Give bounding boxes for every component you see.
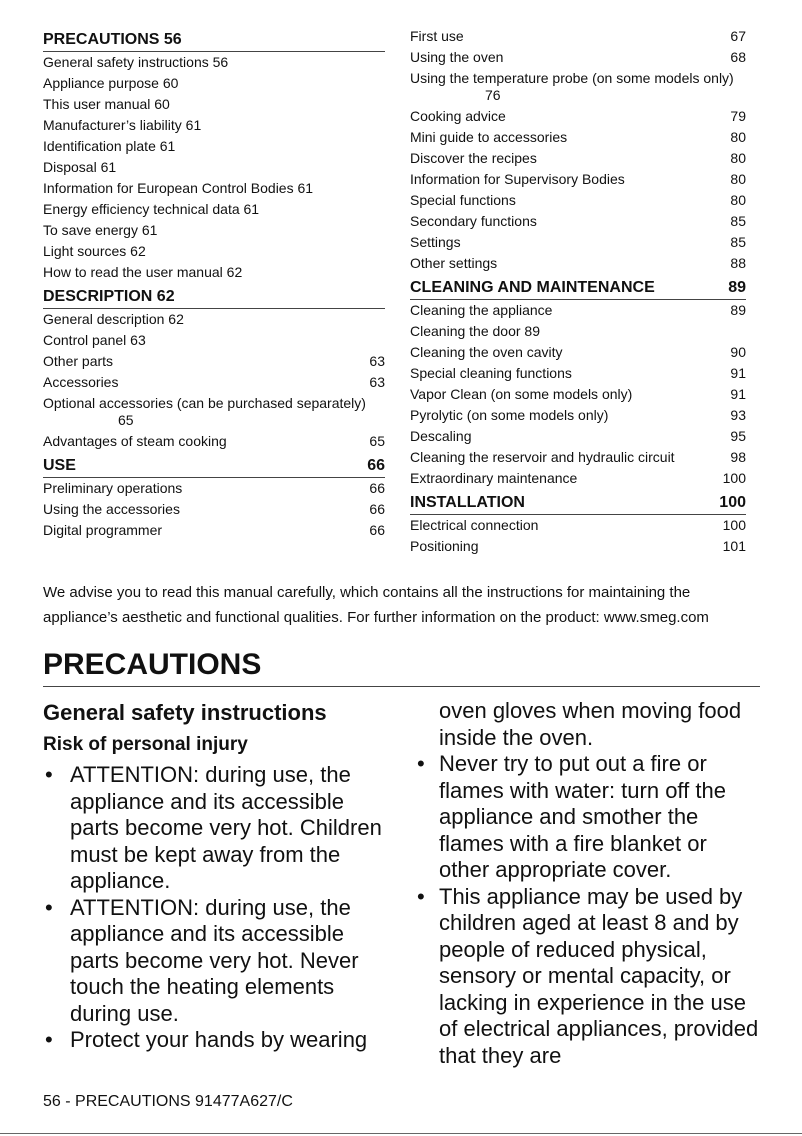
toc-entry-label: Extraordinary maintenance <box>410 470 578 486</box>
toc-entry-label: Mini guide to accessories <box>410 129 568 145</box>
toc-entry-page: 66 <box>367 457 385 474</box>
toc-entry <box>410 232 746 253</box>
toc-entry-page: 80 <box>730 129 746 145</box>
toc-entry-page: 91 <box>730 365 746 381</box>
toc-entry <box>43 199 385 220</box>
toc-entry-label: Electrical connection <box>410 517 539 533</box>
toc-entry-page: 100 <box>722 517 746 533</box>
toc-entry-label: Digital programmer <box>43 522 163 538</box>
toc-entry-label: Positioning <box>410 538 479 554</box>
toc-entry-label: Control panel 63 <box>43 332 146 348</box>
toc-entry-label: Discover the recipes <box>410 150 537 166</box>
toc-entry-label: USE <box>43 457 76 474</box>
bullet-dot: • <box>45 1027 53 1052</box>
toc-entry-page: 90 <box>730 344 746 360</box>
toc-entry-label: Cleaning the appliance <box>410 302 553 318</box>
toc-entry <box>410 253 746 274</box>
toc-entry <box>410 342 746 363</box>
bullet-text: Protect your hands by wearing <box>70 1027 368 1052</box>
toc-entry <box>43 330 385 351</box>
toc-entry-label: Light sources 62 <box>43 243 146 259</box>
bottom-divider <box>0 1133 802 1134</box>
toc-entry <box>43 241 385 262</box>
toc-entry-label: Secondary functions <box>410 213 537 229</box>
toc-entry <box>43 393 385 431</box>
bullet-item <box>415 751 760 884</box>
toc-entry <box>43 309 385 330</box>
toc-entry <box>43 52 385 73</box>
toc-section-heading <box>43 28 385 52</box>
toc-entry <box>410 106 746 127</box>
toc-entry-page: 89 <box>728 279 746 296</box>
toc-right-column <box>410 26 746 557</box>
page-title: PRECAUTIONS <box>43 648 760 687</box>
toc-entry-page: 98 <box>730 449 746 465</box>
toc-entry-label: To save energy 61 <box>43 222 158 238</box>
bullet-dot: • <box>417 751 425 776</box>
toc-entry-page: 89 <box>730 302 746 318</box>
body-column-right <box>415 698 760 1069</box>
toc-entry <box>410 468 746 489</box>
toc-entry-page: 100 <box>722 470 746 486</box>
toc-section-heading <box>410 276 746 300</box>
toc-entry-label: Vapor Clean (on some models only) <box>410 386 633 402</box>
toc-entry-label: Using the accessories <box>43 501 180 517</box>
toc-entry-label: How to read the user manual 62 <box>43 264 243 280</box>
toc-entry-label: Settings <box>410 234 461 250</box>
bullet-item <box>43 895 388 1028</box>
bullet-text: ATTENTION: during use, the appliance and its accessible parts become very hot. Children must be kept away from the appliance. <box>70 762 382 893</box>
toc-entry-label: Pyrolytic (on some models only) <box>410 407 609 423</box>
toc-section-heading <box>410 491 746 515</box>
toc-entry-label: INSTALLATION <box>410 494 525 511</box>
toc-entry <box>43 478 385 499</box>
toc-entry-page: 80 <box>730 192 746 208</box>
page-footer: 56 - PRECAUTIONS 91477A627/C <box>43 1093 293 1110</box>
toc-entry-page: 88 <box>730 255 746 271</box>
bullet-item <box>43 1027 388 1054</box>
bullet-item <box>415 884 760 1070</box>
toc-entry-page: 76 <box>485 87 501 103</box>
toc-entry-label: Advantages of steam cooking <box>43 433 227 449</box>
toc-entry <box>410 447 746 468</box>
toc-entry <box>410 405 746 426</box>
toc-entry-page: 91 <box>730 386 746 402</box>
body-column-left <box>43 698 388 1054</box>
toc-left-column <box>43 26 385 541</box>
toc-entry-label: Using the oven <box>410 49 504 65</box>
toc-entry-label: General safety instructions 56 <box>43 54 229 70</box>
toc-section-heading <box>43 285 385 309</box>
toc-entry-page: 66 <box>369 480 385 496</box>
toc-entry <box>43 262 385 283</box>
toc-entry <box>410 363 746 384</box>
toc-entry <box>43 351 385 372</box>
toc-entry <box>410 47 746 68</box>
toc-entry-label: Optional accessories (can be purchased separately) <box>43 395 366 411</box>
toc-entry-label: Preliminary operations <box>43 480 183 496</box>
toc-entry-page: 85 <box>730 234 746 250</box>
toc-entry-label: Accessories <box>43 374 119 390</box>
toc-entry <box>43 520 385 541</box>
toc-entry <box>410 68 746 106</box>
toc-entry-label: PRECAUTIONS 56 <box>43 31 182 48</box>
toc-entry <box>43 94 385 115</box>
toc-entry-label: Information for Supervisory Bodies <box>410 171 625 187</box>
toc-entry-label: Cooking advice <box>410 108 506 124</box>
bullet-text: ATTENTION: during use, the appliance and its accessible parts become very hot. Never touch the heating elements during use. <box>70 894 359 1026</box>
toc-entry <box>410 515 746 536</box>
toc-entry-page: 93 <box>730 407 746 423</box>
toc-entry-label: Cleaning the reservoir and hydraulic circuit <box>410 449 675 465</box>
toc-entry <box>43 220 385 241</box>
toc-entry-page: 79 <box>730 108 746 124</box>
bullet-text: This appliance may be used by children aged at least 8 and by people of reduced physical, sensory or mental capacity, or lacking in experience in the use of electrical appliances, provided that they are <box>439 883 759 1068</box>
toc-entry-page: 65 <box>118 412 134 428</box>
bullet-text: Never try to put out a fire or flames with water: turn off the appliance and smother the flames with a fire blanket or other appropriate cover. <box>439 751 726 882</box>
toc-entry-label: Special functions <box>410 192 516 208</box>
toc-entry-label: Information for European Control Bodies 61 <box>43 180 314 196</box>
toc-entry-label: CLEANING AND MAINTENANCE <box>410 279 655 296</box>
toc-entry <box>43 372 385 393</box>
toc-entry <box>43 178 385 199</box>
toc-entry <box>43 136 385 157</box>
toc-entry <box>410 384 746 405</box>
toc-entry <box>410 300 746 321</box>
toc-entry <box>43 157 385 178</box>
toc-entry-label: Other settings <box>410 255 498 271</box>
toc-entry-label: First use <box>410 28 464 44</box>
toc-entry-page: 95 <box>730 428 746 444</box>
toc-entry-label: Cleaning the oven cavity <box>410 344 563 360</box>
continued-text: oven gloves when moving food inside the oven. <box>439 698 742 750</box>
toc-entry <box>43 499 385 520</box>
toc-entry <box>410 148 746 169</box>
risk-heading: Risk of personal injury <box>43 734 248 755</box>
toc-entry <box>410 169 746 190</box>
toc-entry-page: 80 <box>730 150 746 166</box>
toc-entry-page: 100 <box>719 494 746 511</box>
toc-entry-page: 65 <box>369 433 385 449</box>
toc-entry-page: 67 <box>730 28 746 44</box>
toc-entry-label: General description 62 <box>43 311 184 327</box>
advise-paragraph: We advise you to read this manual carefully, which contains all the instructions for maintaining the appliance’s aesthetic and functional qualities. For further information on the product: www.smeg.com <box>43 584 709 626</box>
toc-entry-page: 66 <box>369 522 385 538</box>
toc-entry <box>410 321 746 342</box>
toc-entry <box>43 431 385 452</box>
toc-entry-label: Appliance purpose 60 <box>43 75 179 91</box>
toc-entry-page: 101 <box>722 538 746 554</box>
bullet-dot: • <box>417 883 425 909</box>
toc-entry-label: Descaling <box>410 428 472 444</box>
toc-entry <box>410 426 746 447</box>
toc-entry-label: This user manual 60 <box>43 96 170 112</box>
toc-entry-label: Other parts <box>43 353 114 369</box>
toc-section-heading <box>43 454 385 478</box>
bullet-dot: • <box>45 894 53 920</box>
toc-entry-page: 63 <box>369 374 385 390</box>
toc-entry <box>410 211 746 232</box>
bullet-item <box>43 762 388 895</box>
toc-entry <box>410 26 746 47</box>
toc-entry-label: Cleaning the door 89 <box>410 323 540 339</box>
toc-entry-label: Energy efficiency technical data 61 <box>43 201 260 217</box>
toc-entry-label: DESCRIPTION 62 <box>43 288 175 305</box>
bullet-dot: • <box>45 762 53 787</box>
toc-entry-page: 80 <box>730 171 746 187</box>
toc-entry <box>410 536 746 557</box>
toc-entry-label: Special cleaning functions <box>410 365 572 381</box>
toc-entry-label: Disposal 61 <box>43 159 117 175</box>
toc-entry <box>410 190 746 211</box>
toc-entry-page: 85 <box>730 213 746 229</box>
toc-entry-page: 66 <box>369 501 385 517</box>
toc-entry <box>43 73 385 94</box>
toc-entry-page: 68 <box>730 49 746 65</box>
toc-entry-label: Using the temperature probe (on some models only) <box>410 70 734 86</box>
toc-entry <box>43 115 385 136</box>
toc-entry <box>410 127 746 148</box>
safety-heading: General safety instructions <box>43 700 327 725</box>
toc-entry-label: Manufacturer’s liability 61 <box>43 117 202 133</box>
toc-entry-page: 63 <box>369 353 385 369</box>
toc-entry-label: Identification plate 61 <box>43 138 176 154</box>
